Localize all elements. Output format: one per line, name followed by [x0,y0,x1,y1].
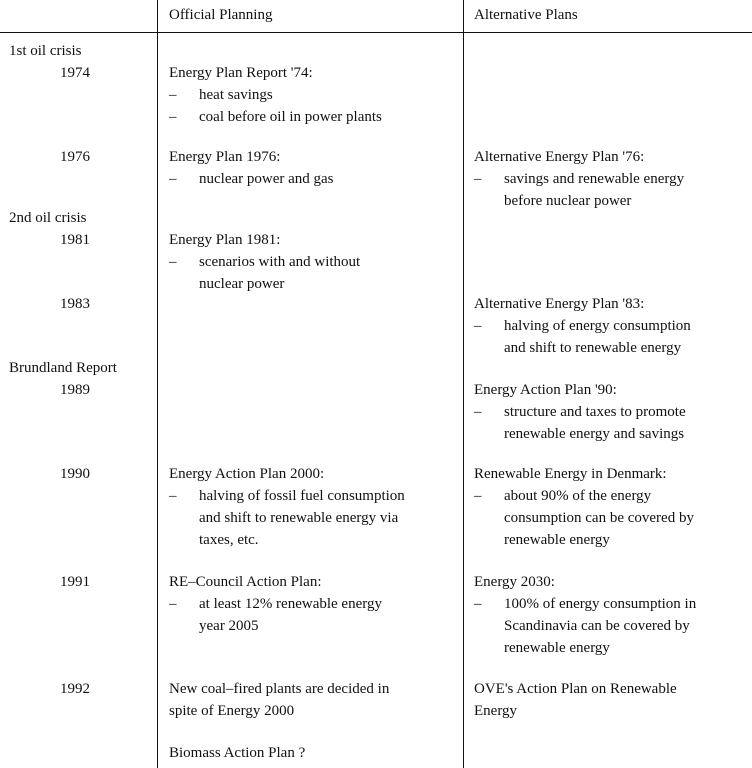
bullet-line: and shift to renewable energy [504,340,682,356]
header-alternative-plans: Alternative Plans [474,7,578,23]
plan-title: RE–Council Action Plan: [169,574,322,590]
bullet-line: nuclear power and gas [199,171,334,187]
plan-bullet [169,251,360,295]
event-label: 2nd oil crisis [9,210,87,226]
bullet-line: and shift to renewable energy via [199,510,399,526]
plan-title: Energy Action Plan '90: [474,382,617,398]
dash-icon: – [474,488,482,504]
year-label: 1981 [60,232,90,248]
bullet-line: structure and taxes to promote [504,404,686,420]
bullet-line: renewable energy and savings [504,426,685,442]
official-plan-cell [169,678,389,764]
event-label: 1st oil crisis [9,43,82,59]
year-label: 1983 [60,296,90,312]
bullet-line: nuclear power [199,276,285,292]
plan-bullet [474,485,694,551]
plan-line: Energy [474,703,518,719]
year-label: 1991 [60,574,90,590]
bullet-line: heat savings [199,87,273,103]
plan-title: Energy 2030: [474,574,555,590]
dash-icon: – [169,109,177,125]
column-divider-right [463,0,464,768]
alternative-plan-cell [474,379,686,445]
bullet-line: Scandinavia can be covered by [504,618,690,634]
bullet-line: coal before oil in power plants [199,109,382,125]
plan-bullet [474,593,696,659]
official-plan-cell [169,146,334,190]
bullet-line: renewable energy [504,532,610,548]
alternative-plan-cell [474,146,684,212]
dash-icon: – [169,488,177,504]
header-rule [0,32,752,33]
plan-title: Energy Plan 1976: [169,149,281,165]
plan-bullet [474,315,691,359]
plan-title: Energy Plan 1981: [169,232,281,248]
column-divider-left [157,0,158,768]
alternative-plan-cell [474,571,696,659]
official-plan-cell [169,62,382,128]
dash-icon: – [474,404,482,420]
plan-bullet [169,593,382,637]
year-label: 1992 [60,681,90,697]
bullet-line: renewable energy [504,640,610,656]
bullet-line: at least 12% renewable energy [199,596,382,612]
bullet-line: halving of energy consumption [504,318,691,334]
dash-icon: – [169,596,177,612]
plan-bullet [474,168,684,212]
plan-line: Biomass Action Plan ? [169,745,306,761]
year-label: 1989 [60,382,90,398]
bullet-line: halving of fossil fuel consumption [199,488,405,504]
plan-spacer [169,722,389,742]
header-official-planning: Official Planning [169,7,273,23]
dash-icon: – [169,87,177,103]
plan-bullet [474,401,686,445]
dash-icon: – [474,596,482,612]
plan-title: Energy Plan Report '74: [169,65,313,81]
plan-line: OVE's Action Plan on Renewable [474,681,677,697]
year-label: 1976 [60,149,90,165]
plan-line: New coal–fired plants are decided in [169,681,390,697]
official-plan-cell [169,229,360,295]
bullet-line: year 2005 [199,618,259,634]
dash-icon: – [474,318,482,334]
year-label: 1990 [60,466,90,482]
alternative-plan-cell [474,678,677,722]
plan-bullet [169,168,334,190]
year-label: 1974 [60,65,90,81]
plan-bullet [169,106,382,128]
bullet-line: about 90% of the energy [504,488,652,504]
plan-title: Energy Action Plan 2000: [169,466,325,482]
official-plan-cell [169,463,405,551]
bullet-line: taxes, etc. [199,532,259,548]
dash-icon: – [474,171,482,187]
event-label: Brundland Report [9,360,117,376]
bullet-line: consumption can be covered by [504,510,694,526]
dash-icon: – [169,171,177,187]
plan-title: Alternative Energy Plan '76: [474,149,645,165]
bullet-line: before nuclear power [504,193,632,209]
plan-title: Alternative Energy Plan '83: [474,296,645,312]
alternative-plan-cell [474,463,694,551]
plan-bullet [169,84,382,106]
plan-bullet [169,485,405,551]
alternative-plan-cell [474,293,691,359]
bullet-line: scenarios with and without [199,254,361,270]
bullet-line: savings and renewable energy [504,171,685,187]
dash-icon: – [169,254,177,270]
plan-line: spite of Energy 2000 [169,703,295,719]
plan-title: Renewable Energy in Denmark: [474,466,667,482]
official-plan-cell [169,571,382,637]
bullet-line: 100% of energy consumption in [504,596,697,612]
